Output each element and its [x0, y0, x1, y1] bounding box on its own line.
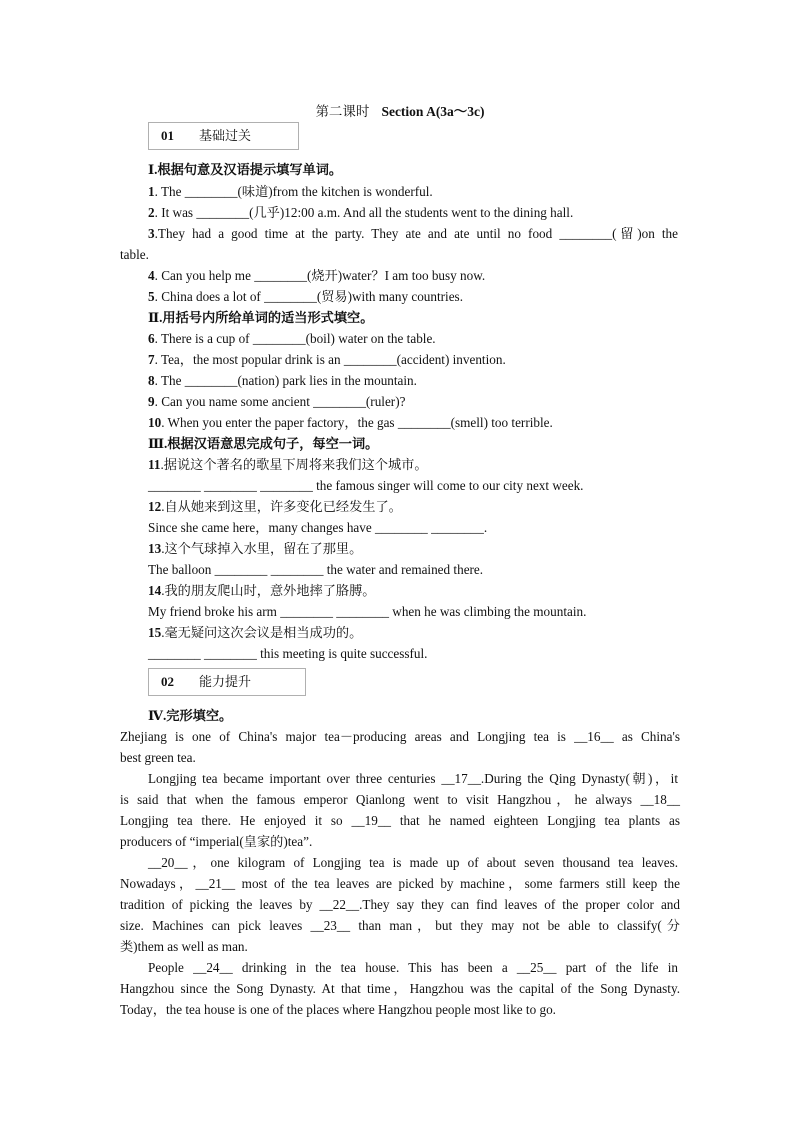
blank-25: __25__ — [516, 960, 557, 975]
section-number: 02 — [161, 674, 174, 689]
cloze-line: size. Machines can pick leaves __23__ than man，but they may not be able to classify(分 — [120, 918, 680, 933]
question-1: 1. The ________(味道)from the kitchen is wonderful. — [148, 184, 433, 199]
question-7: 7. Tea，the most popular drink is an ________(accident) invention. — [148, 352, 506, 367]
question-12-chinese: 12.自从她来到这里，许多变化已经发生了。 — [148, 499, 402, 514]
section-box-basic — [148, 122, 299, 150]
blank-16: __16__ — [574, 729, 614, 744]
question-5: 5. China does a lot of ________(贸易)with many countries. — [148, 289, 463, 304]
question-3: 3.They had a good time at the party. They ate and ate until no food ________(留)on the — [148, 226, 678, 241]
part3-heading: Ⅲ.根据汉语意思完成句子，每空一词。 — [148, 436, 379, 451]
cloze-line: producers of “imperial(皇家的)tea”. — [120, 834, 313, 849]
question-3-continued: table. — [120, 247, 149, 262]
question-9: 9. Can you name some ancient ________(ruler)? — [148, 394, 406, 409]
blank-23: __23__ — [310, 918, 351, 933]
cloze-line: 类)them as well as man. — [120, 939, 248, 954]
section-box-advanced — [148, 668, 306, 696]
question-4: 4. Can you help me ________(烧开)water？I am too busy now. — [148, 268, 486, 283]
question-8: 8. The ________(nation) park lies in the mountain. — [148, 373, 417, 388]
question-14-english: My friend broke his arm ________ ________ when he was climbing the mountain. — [148, 604, 587, 619]
part2-heading: Ⅱ.用括号内所给单词的适当形式填空。 — [148, 310, 374, 325]
cloze-line: Today，the tea house is one of the places where Hangzhou people most like to go. — [120, 1002, 556, 1017]
cloze-line: Zhejiang is one of China's major tea－producing areas and Longjing tea is __16__ as China's — [120, 729, 680, 744]
cloze-line: Longjing tea there. He enjoyed it so __19__ that he named eighteen Longjing tea plants as — [120, 813, 680, 828]
cloze-line: People __24__ drinking in the tea house. This has been a __25__ part of the life in — [148, 960, 678, 975]
section-title: 基础过关 — [199, 128, 252, 143]
question-15-chinese: 15.毫无疑问这次会议是相当成功的。 — [148, 625, 363, 640]
section-title: 能力提升 — [199, 674, 252, 689]
cloze-line: Hangzhou since the Song Dynasty. At that time，Hangzhou was the capital of the Song Dynasty. — [120, 981, 680, 996]
blank-17: __17__ — [441, 771, 481, 786]
blank-20: __20__ — [148, 855, 188, 870]
cloze-line: __20__，one kilogram of Longjing tea is made up of about seven thousand tea leaves. — [148, 855, 678, 870]
question-11-chinese: 11.据说这个著名的歌星下周将来我们这个城市。 — [148, 457, 428, 472]
blank-21: __21__ — [195, 876, 236, 891]
lesson-label: 第二课时 — [315, 104, 370, 119]
section-number: 01 — [161, 128, 174, 143]
cloze-line: Longjing tea became important over three centuries __17__.During the Qing Dynasty(朝)，it — [148, 771, 678, 786]
blank-24: __24__ — [193, 960, 233, 975]
cloze-line: tradition of picking the leaves by __22__.They say they can find leaves of the proper color and — [120, 897, 680, 912]
section-label: Section A(3a～3c) — [381, 104, 485, 119]
page-title — [0, 100, 800, 120]
blank-19: __19__ — [351, 813, 391, 828]
question-15-english: ________ ________ this meeting is quite successful. — [148, 646, 428, 661]
cloze-line: Nowadays，__21__ most of the tea leaves are picked by machine，some farmers still keep the — [120, 876, 680, 891]
question-14-chinese: 14.我的朋友爬山时，意外地摔了胳膊。 — [148, 583, 376, 598]
question-10: 10. When you enter the paper factory，the gas ________(smell) too terrible. — [148, 415, 553, 430]
question-13-english: The balloon ________ ________ the water and remained there. — [148, 562, 484, 577]
cloze-line: best green tea. — [120, 750, 196, 765]
part4-heading: Ⅳ.完形填空。 — [148, 708, 233, 723]
question-12-english: Since she came here，many changes have ________ ________. — [148, 520, 488, 535]
question-2: 2. It was ________(几乎)12:00 a.m. And all the students went to the dining hall. — [148, 205, 574, 220]
question-6: 6. There is a cup of ________(boil) water on the table. — [148, 331, 436, 346]
question-11-english: ________ ________ ________ the famous singer will come to our city next week. — [148, 478, 584, 493]
blank-22: __22__ — [319, 897, 360, 912]
blank-18: __18__ — [640, 792, 680, 807]
cloze-line: is said that when the famous emperor Qianlong went to visit Hangzhou，he always __18__ — [120, 792, 680, 807]
question-13-chinese: 13.这个气球掉入水里，留在了那里。 — [148, 541, 363, 556]
part1-heading: Ⅰ.根据句意及汉语提示填写单词。 — [148, 162, 343, 177]
